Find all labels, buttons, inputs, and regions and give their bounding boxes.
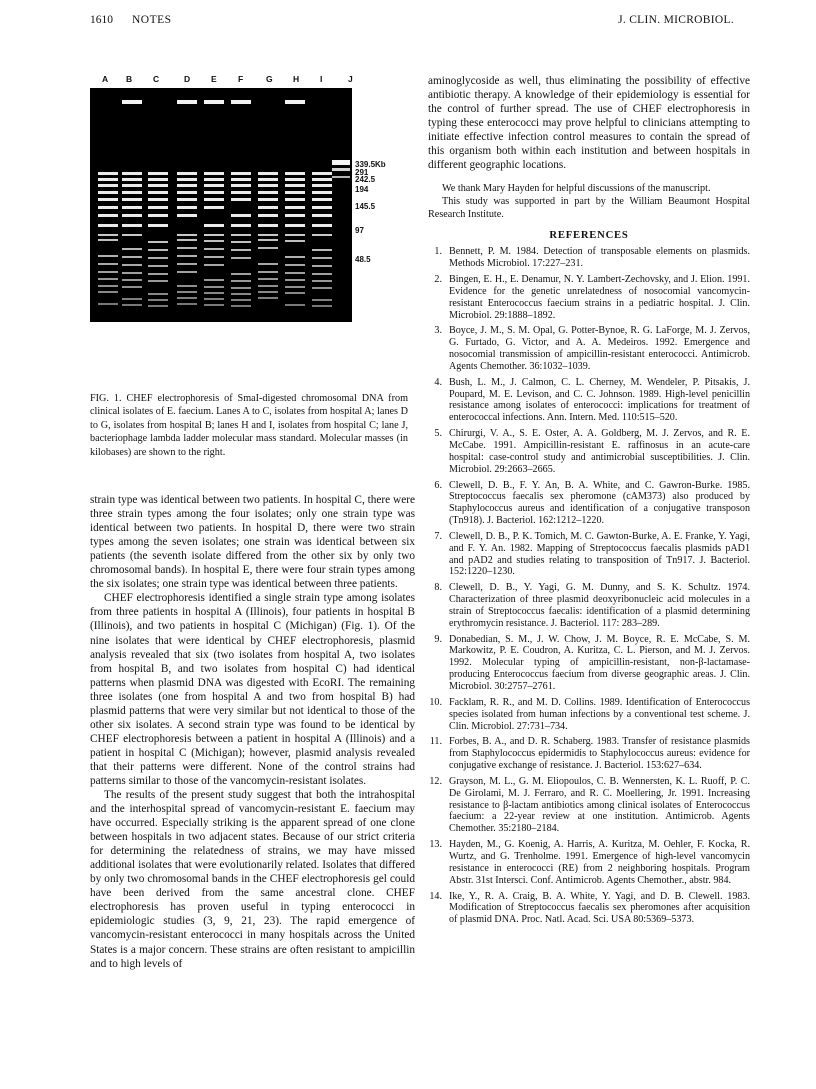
gel-band — [258, 198, 278, 201]
reference-number: 3. — [434, 325, 442, 337]
gel-band — [231, 224, 251, 227]
gel-band — [258, 271, 278, 273]
gel-lane — [231, 100, 251, 307]
reference-number: 6. — [434, 479, 442, 491]
reference-item — [428, 891, 750, 927]
gel-band — [204, 286, 224, 288]
reference-text: Boyce, J. M., S. M. Opal, G. Potter-Bynoe, R. G. LaForge, M. J. Zervos, G. Furtado, G. Victor, and A. A. Medeiros. 1992. Emergence and nosocomial transmission of ampicillin-resistant enterococci. Antimicrob. Agents Chemother. 36:1032–1039. — [449, 325, 750, 372]
gel-band — [312, 257, 332, 259]
gel-band — [258, 224, 278, 227]
caption-text: FIG. 1. CHEF electrophoresis of SmaI-digested chromosomal DNA from clinical isolates of E. faecium. Lanes A to C, isolates from hospital A; lanes D to G, isolates from hospital B; lanes H and I, isolates from hospital C; lane J, bacteriophage lambda ladder molecular mass standard. Molecular masses (in kilobases) are shown to the right. — [90, 393, 408, 458]
gel-band — [177, 198, 197, 201]
gel-band — [122, 234, 142, 236]
gel-band — [258, 178, 278, 181]
reference-item — [428, 428, 750, 475]
gel-band — [285, 292, 305, 294]
gel-band — [258, 234, 278, 236]
gel-band — [312, 184, 332, 187]
gel-band — [231, 234, 251, 236]
gel-band — [148, 249, 168, 251]
gel-band — [204, 279, 224, 281]
gel-band — [177, 255, 197, 257]
gel-band — [122, 304, 142, 306]
gel-band — [231, 299, 251, 301]
ladder-lane — [332, 160, 350, 178]
reference-number: 11. — [429, 736, 442, 748]
gel-band — [98, 178, 118, 181]
gel-band — [122, 256, 142, 258]
gel-band — [98, 291, 118, 293]
gel-band — [231, 100, 251, 104]
gel-band — [231, 178, 251, 181]
reference-text: Clewell, D. B., Y. Yagi, G. M. Dunny, and S. K. Schultz. 1974. Characterization of three plasmid deoxyribonucleic acid molecules in a strain of Streptococcus faecalis: identification of a plasmid determining erythromycin resistance. J. Bacteriol. 117: 283–289. — [449, 582, 750, 629]
marker-value: 291 — [355, 168, 369, 177]
gel-band — [148, 224, 168, 227]
gel-band — [312, 206, 332, 209]
gel-band — [258, 291, 278, 293]
gel-band — [285, 172, 305, 175]
reference-number: 14. — [429, 890, 442, 902]
gel-band — [204, 264, 224, 266]
gel-band — [122, 224, 142, 227]
gel-band — [312, 234, 332, 236]
ladder-band — [332, 176, 350, 178]
gel-band — [148, 241, 168, 243]
reference-number: 2. — [434, 274, 442, 286]
gel-band — [177, 239, 197, 241]
gel-band — [258, 263, 278, 265]
reference-number: 4. — [434, 376, 442, 388]
reference-text: Bush, L. M., J. Calmon, C. L. Cherney, M. Wendeler, P. Pitsakis, J. Poupard, M. E. Levison, and C. C. Johnson. 1989. High-level penicillin resistance among isolates of enterococci: implications for treatment of enterococcal infections. Ann. Intern. Med. 110:515–520. — [449, 376, 750, 424]
gel-band — [285, 240, 305, 242]
paragraph-continuation: aminoglycoside as well, thus eliminating the possibility of effective antibiotic therapy. A knowledge of their epidemiology is essential for the control of further spread. The use of CHEF electrophoresis in typing these enterococci may prove helpful to clinicians attempting to initiate effective infection control measures to contain the spread of this organism both within each institution and between hospitals in different geographic locations. — [428, 75, 750, 172]
gel-lane — [258, 172, 278, 299]
reference-text: Hayden, M., G. Koenig, A. Harris, A. Kuritza, M. Oehler, F. Kocka, R. Wurtz, and G. Trenholme. 1991. Emergence of high-level vancomycin resistance in enterococci (RE) from 2 neighboring hospitals. Program Abstr. 31st Intersci. Conf. Antimicrob. Agents Chemother., abstr. 984. — [449, 839, 750, 886]
gel-band — [98, 239, 118, 241]
gel-band — [148, 198, 168, 201]
reference-text: Facklam, R. R., and M. D. Collins. 1989. Identification of Enterococcus species isolated from human infections by a conventional test scheme. J. Clin. Microbiol. 27:731–734. — [449, 696, 750, 732]
gel-band — [285, 214, 305, 217]
reference-item — [428, 582, 750, 629]
gel-band — [98, 184, 118, 187]
gel-band — [148, 273, 168, 275]
reference-text: Ike, Y., R. A. Craig, B. A. White, Y. Yagi, and D. B. Clewell. 1983. Modification of Streptococcus faecalis sex pheromones after acquisition of plasmid DNA. Proc. Natl. Acad. Sci. USA 80:5369–5373. — [449, 890, 750, 926]
gel-band — [148, 206, 168, 209]
gel-band — [98, 214, 118, 217]
gel-band — [98, 255, 118, 257]
gel-band — [148, 265, 168, 267]
marker-value: 48.5 — [355, 255, 371, 264]
gel-band — [122, 191, 142, 194]
gel-band — [177, 263, 197, 265]
gel-band — [177, 291, 197, 293]
gel-band — [177, 184, 197, 187]
journal-name: J. CLIN. MICROBIOL. — [618, 14, 734, 26]
gel-band — [285, 178, 305, 181]
marker-label — [355, 175, 375, 184]
lane-label: H — [293, 74, 300, 84]
gel-band — [312, 224, 332, 227]
paragraph: The results of the present study suggest that both the intrahospital and the interhospital spread of vancomycin-resistant E. faecium may have occurred. Especially striking is the apparent spread of one clone between hospitals in two adjacent states. Because of our strict criteria for determining the relatedness of strains, we may have missed additional isolates that were evolutionarily related. Isolates that differed by only two chromosomal bands in the CHEF electrophoresis gel could have been derived from the same ancestral clone. CHEF electrophoresis has proven useful in typing enterococci in epidemiologic studies (3, 9, 21, 23). The rapid emergence of vancomycin-resistant enterococci in many hospitals across the United States is a major concern. These strains are often resistant to ampicillin and to high levels of — [90, 789, 415, 970]
gel-band — [98, 271, 118, 273]
gel-band — [231, 184, 251, 187]
ack-line: We thank Mary Hayden for helpful discussions of the manuscript. — [442, 183, 711, 195]
gel-band — [148, 172, 168, 175]
paragraph: strain type was identical between two patients. In hospital C, there were three strain types among the four isolates; only one strain type was identical between two patients. In hospital D, there were two strain types among the seven isolates; one strain was identical between six patients (the seventh isolate differed from the other six by only two chromosomal bands). In hospital E, there were four strain types among the six isolates; one strain type was identical between three patients. — [90, 494, 415, 591]
gel-band — [122, 272, 142, 274]
right-column — [428, 74, 750, 930]
gel-band — [204, 256, 224, 258]
reference-text: Forbes, B. A., and D. R. Schaberg. 1983. Transfer of resistance plasmids from Staphylococcus epidermidis to Staphylococcus aureus: evidence for conjugative exchange of resistance. J. Bacteriol. 153:627–634. — [449, 736, 750, 772]
gel-band — [122, 279, 142, 281]
marker-label — [355, 202, 375, 211]
gel-band — [98, 191, 118, 194]
gel-band — [285, 264, 305, 266]
gel-band — [148, 184, 168, 187]
references-heading: REFERENCES — [549, 230, 629, 242]
gel-band — [258, 297, 278, 299]
lane-label: B — [126, 74, 133, 84]
reference-text: Bennett, P. M. 1984. Detection of transposable elements on plasmids. Methods Microbiol. 17:227–231. — [449, 246, 750, 270]
gel-band — [204, 248, 224, 250]
gel-band — [285, 256, 305, 258]
gel-band — [177, 206, 197, 209]
gel-band — [231, 257, 251, 259]
gel-band — [312, 191, 332, 194]
gel-band — [98, 206, 118, 209]
gel-band — [312, 214, 332, 217]
gel-band — [231, 198, 251, 201]
reference-number: 1. — [434, 246, 442, 258]
reference-text: Grayson, M. L., G. M. Eliopoulos, C. B. Wennersten, K. L. Ruoff, P. C. De Girolami, M. J. Ferraro, and R. C. Moellering, Jr. 1991. Increasing resistance to β-lactam antibiotics among clinical isolates of Enterococcus faecium: a 22-year review at one institution. Antimicrob. Agents Chemother. 35:2180–2184. — [449, 775, 750, 835]
gel-band — [204, 178, 224, 181]
gel-band — [204, 198, 224, 201]
gel-band — [98, 278, 118, 280]
gel-band — [98, 224, 118, 227]
figure-caption — [90, 392, 408, 459]
gel-band — [231, 305, 251, 307]
reference-number: 9. — [434, 633, 442, 645]
figure-1 — [90, 74, 420, 322]
gel-band — [258, 172, 278, 175]
gel-band — [285, 272, 305, 274]
reference-item — [428, 839, 750, 886]
gel-band — [177, 172, 197, 175]
gel-band — [204, 191, 224, 194]
gel-band — [177, 100, 197, 104]
gel-band — [285, 279, 305, 281]
gel-band — [312, 265, 332, 267]
gel-band — [148, 280, 168, 282]
reference-item — [428, 531, 750, 578]
gel-band — [204, 172, 224, 175]
gel-band — [98, 263, 118, 265]
gel-band — [148, 293, 168, 295]
reference-number: 13. — [429, 839, 442, 851]
gel-band — [204, 184, 224, 187]
gel-band — [98, 198, 118, 201]
reference-number: 12. — [429, 775, 442, 787]
gel-band — [231, 191, 251, 194]
gel-band — [122, 198, 142, 201]
gel-lane — [204, 100, 224, 306]
gel-band — [122, 184, 142, 187]
paragraph: CHEF electrophoresis identified a single strain type among isolates from three patients in hospital A (Illinois), four patients in hospital B (Illinois), and two patients in hospital C (Michigan) (Fig. 1). Of the nine isolates that were identical by CHEF electrophoresis, plasmid analysis revealed that six (two isolates from hospital A, two isolates from hospital B, and two isolates from hospital C) had identical patterns when plasmid DNA was digested with EcoRI. The remaining three isolates (one from hospital A and two from hospital B) had plasmid patterns that were very similar but not identical to those of the other six isolates. A second strain type was found to be identical by CHEF electrophoresis between a patient in hospital A (Illinois) and a patient in hospital C (Michigan); however, plasmid analysis revealed that their patterns were different. None of the control strains had patterns similar to those of the vancomycin-resistant isolates. — [90, 592, 415, 787]
gel-band — [204, 234, 224, 236]
gel-lane — [98, 172, 118, 305]
gel-band — [231, 241, 251, 243]
marker-value: 145.5 — [355, 202, 376, 211]
gel-band — [231, 287, 251, 289]
gel-band — [231, 172, 251, 175]
acknowledgments — [428, 182, 750, 221]
gel-band — [312, 198, 332, 201]
gel-band — [122, 264, 142, 266]
marker-value: 97 — [355, 226, 364, 235]
gel-band — [258, 206, 278, 209]
gel-band — [98, 234, 118, 236]
gel-lane — [285, 100, 305, 306]
gel-band — [204, 224, 224, 227]
reference-number: 5. — [434, 428, 442, 440]
gel-band — [285, 198, 305, 201]
left-column — [90, 74, 415, 971]
gel-band — [204, 240, 224, 242]
gel-band — [312, 178, 332, 181]
reference-item — [428, 776, 750, 835]
lane-labels — [96, 74, 356, 88]
section-label: NOTES — [132, 14, 172, 26]
gel-band — [148, 305, 168, 307]
gel-band — [122, 286, 142, 288]
gel-band — [231, 273, 251, 275]
reference-number: 7. — [434, 530, 442, 542]
gel-band — [258, 191, 278, 194]
gel-band — [204, 304, 224, 306]
reference-item — [428, 634, 750, 693]
gel-band — [231, 293, 251, 295]
gel-band — [122, 100, 142, 104]
running-header — [0, 14, 816, 34]
marker-unit: Kb — [375, 160, 386, 169]
gel-band — [177, 178, 197, 181]
reference-text: Clewell, D. B., P. K. Tomich, M. C. Gawton-Burke, A. E. Franke, Y. Yagi, and F. Y. An. 1982. Mapping of Streptococcus faecalis plasmids pAD1 and pAD2 and studies relating to transposition of Tn917. J. Bacteriol. 152:1220–1230. — [449, 530, 750, 578]
gel-band — [285, 184, 305, 187]
gel-band — [122, 172, 142, 175]
reference-text: Donabedian, S. M., J. W. Chow, J. M. Boyce, R. E. McCabe, S. M. Markowitz, P. E. Coudron, A. Kuritza, C. L. Pierson, and M. J. Zervos. 1992. Molecular typing of ampicillin-resistant, non-β-lactamase-producing Enterococcus faecium from diverse geographic areas. J. Clin. Microbiol. 30:2757–2761. — [449, 633, 750, 693]
gel-band — [258, 247, 278, 249]
gel-band — [231, 249, 251, 251]
gel-band — [177, 303, 197, 305]
gel-band — [148, 178, 168, 181]
gel-band — [98, 172, 118, 175]
marker-value: 242.5 — [355, 175, 376, 184]
ladder-band — [332, 160, 350, 165]
gel-band — [285, 234, 305, 236]
gel-band — [258, 278, 278, 280]
gel-band — [177, 285, 197, 287]
reference-number: 10. — [429, 696, 442, 708]
gel-band — [312, 305, 332, 307]
marker-label — [355, 255, 371, 264]
gel-lane — [148, 172, 168, 307]
gel-lane — [122, 100, 142, 306]
gel-band — [177, 247, 197, 249]
lane-label: F — [238, 74, 244, 84]
reference-text: Bingen, E. H., E. Denamur, N. Y. Lambert-Zechovsky, and J. Elion. 1991. Evidence for the genetic unrelatedness of nosocomial vancomycin-resistant Enterococcus faecium strains in a pediatric hospital. J. Clin. Microbiol. 29:1888–1892. — [449, 274, 750, 321]
gel-band — [312, 287, 332, 289]
marker-label — [355, 185, 368, 194]
reference-item — [428, 274, 750, 321]
gel-lane — [177, 100, 197, 305]
gel-band — [177, 214, 197, 217]
gel-band — [258, 285, 278, 287]
gel-band — [204, 292, 224, 294]
gel-band — [122, 178, 142, 181]
gel-band — [231, 214, 251, 217]
gel-lane — [312, 172, 332, 307]
gel-band — [258, 239, 278, 241]
ack-line: This study was supported in part by the William Beaumont Hospital Research Institute. — [428, 196, 750, 221]
lane-label: G — [266, 74, 273, 84]
gel-band — [285, 286, 305, 288]
gel-band — [204, 206, 224, 209]
reference-text: Chirurgi, V. A., S. E. Oster, A. A. Goldberg, M. J. Zervos, and R. E. McCabe. 1991. Ampicillin-resistant E. raffinosus in an acute-care hospital: case-control study and antimicrobial susceptibilities. J. Clin. Microbiol. 29:2663–2665. — [449, 428, 750, 475]
gel-band — [285, 304, 305, 306]
reference-number: 8. — [434, 582, 442, 594]
reference-item — [428, 325, 750, 372]
gel-band — [312, 172, 332, 175]
marker-value: 339.5 — [355, 160, 376, 169]
gel-band — [285, 191, 305, 194]
gel-band — [258, 184, 278, 187]
gel-band — [122, 214, 142, 217]
reference-item — [428, 697, 750, 733]
page-number: 1610 — [90, 14, 113, 26]
gel-band — [122, 248, 142, 250]
lane-label: J — [348, 74, 353, 84]
gel-band — [312, 273, 332, 275]
gel-band — [148, 299, 168, 301]
gel-band — [204, 298, 224, 300]
gel-band — [177, 271, 197, 273]
reference-list — [428, 246, 750, 926]
lane-label: E — [211, 74, 217, 84]
gel-band — [148, 214, 168, 217]
gel-band — [285, 224, 305, 227]
marker-label — [355, 226, 364, 235]
marker-value: 194 — [355, 185, 369, 194]
reference-text: Clewell, D. B., F. Y. An, B. A. White, and C. Gawron-Burke. 1985. Streptococcus faecalis sex pheromone (cAM373) also produced by Staphylococcus aureus and identification of a conjugative transposon (Tn918). J. Bacteriol. 162:1212–1220. — [449, 479, 750, 527]
gel-image — [90, 88, 352, 322]
reference-item — [428, 480, 750, 527]
gel-band — [177, 191, 197, 194]
gel-band — [285, 206, 305, 209]
gel-band — [285, 100, 305, 104]
gel-band — [312, 249, 332, 251]
reference-item — [428, 246, 750, 270]
reference-item — [428, 736, 750, 772]
gel-band — [258, 214, 278, 217]
gel-band — [177, 234, 197, 236]
gel-band — [98, 303, 118, 305]
gel-band — [148, 191, 168, 194]
gel-band — [177, 297, 197, 299]
gel-band — [231, 280, 251, 282]
reference-item — [428, 377, 750, 424]
lane-label: C — [153, 74, 160, 84]
ladder-band — [332, 168, 350, 171]
lane-label: A — [102, 74, 109, 84]
gel-band — [204, 100, 224, 104]
gel-band — [148, 257, 168, 259]
gel-band — [312, 299, 332, 301]
lane-label: I — [320, 74, 323, 84]
lane-label: D — [184, 74, 191, 84]
gel-band — [122, 206, 142, 209]
gel-band — [122, 298, 142, 300]
gel-band — [312, 280, 332, 282]
gel-band — [98, 285, 118, 287]
